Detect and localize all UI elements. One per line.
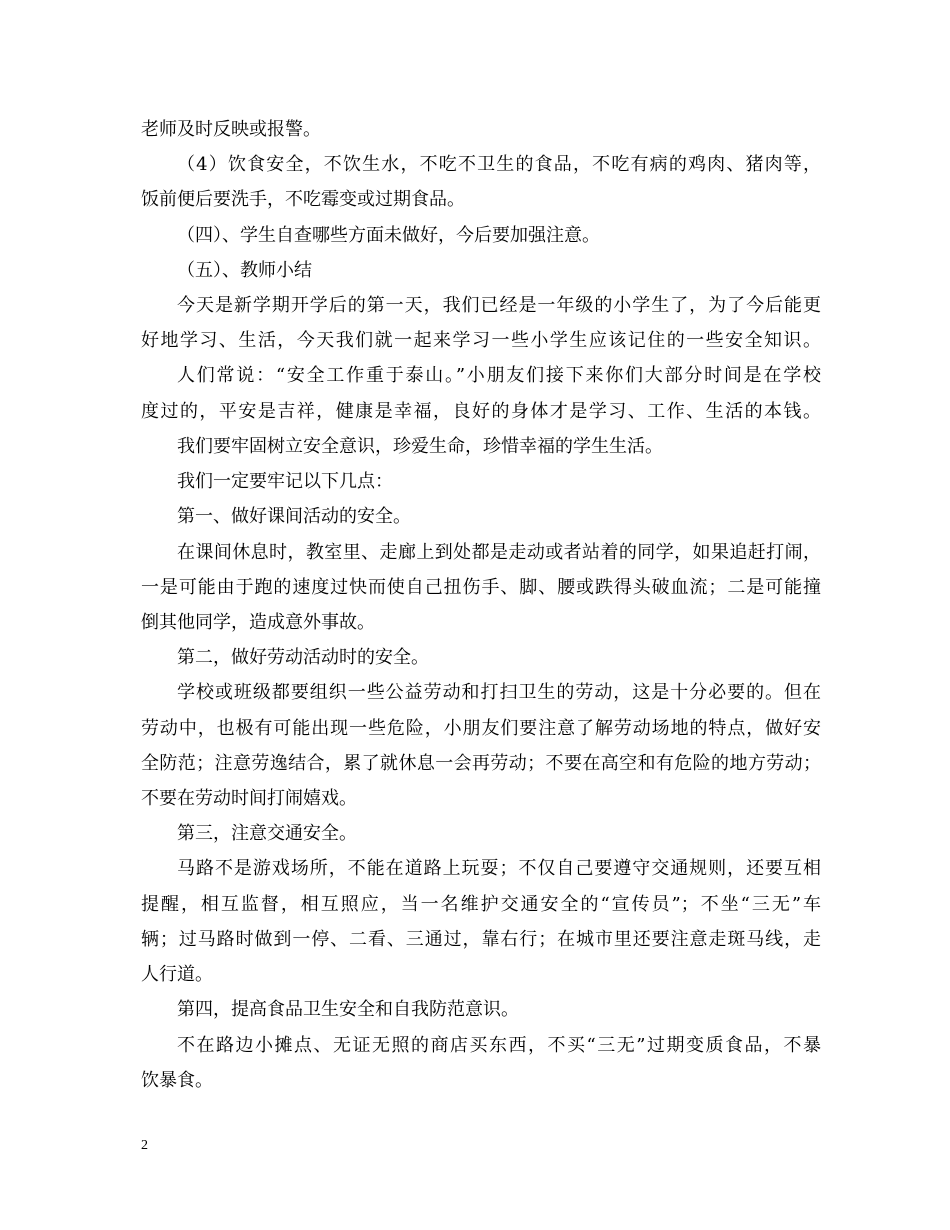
text-line: 辆；过马路时做到一停、二看、三通过，靠右行；在城市里还要注意走斑马线，走: [141, 929, 821, 950]
text-line: 饮暴食。: [141, 1070, 213, 1091]
text-line: 倒其他同学，造成意外事故。: [141, 612, 375, 633]
text-line: 马路不是游戏场所，不能在道路上玩耍；不仅自己要遵守交通规则，还要互相: [177, 858, 821, 879]
text-line: 一是可能由于跑的速度过快而使自己扭伤手、脚、腰或跌得头破血流；二是可能撞: [141, 577, 821, 598]
text-line: 在课间休息时，教室里、走廊上到处都是走动或者站着的同学，如果追赶打闹，: [177, 542, 821, 563]
text-line: 提醒，相互监督，相互照应，当一名维护交通安全的“宣传员”；不坐“三无”车: [141, 894, 821, 915]
text-line: 人行道。: [141, 964, 213, 985]
text-line: 老师及时反映或报警。: [141, 119, 321, 140]
text-line: 不要在劳动时间打闹嬉戏。: [141, 788, 357, 809]
text-line: 第二，做好劳动活动时的安全。: [177, 647, 429, 668]
text-line: 第三，注意交通安全。: [177, 823, 357, 844]
text-line: 第一、做好课间活动的安全。: [177, 506, 411, 527]
text-line: 学校或班级都要组织一些公益劳动和打扫卫生的劳动，这是十分必要的。但在: [177, 682, 821, 703]
text-line: 我们一定要牢记以下几点：: [177, 471, 393, 492]
text-line: 我们要牢固树立安全意识，珍爱生命，珍惜幸福的学生生活。: [177, 436, 663, 457]
text-line: 度过的，平安是吉祥，健康是幸福，良好的身体才是学习、工作、生活的本钱。: [141, 401, 821, 422]
page-number: 2: [141, 1138, 148, 1153]
text-line: 全防范；注意劳逸结合，累了就休息一会再劳动；不要在高空和有危险的地方劳动；: [141, 753, 821, 774]
text-line: （五）、教师小结: [177, 260, 312, 281]
text-line: 饭前便后要洗手，不吃霉变或过期食品。: [141, 189, 465, 210]
text-line: 今天是新学期开学后的第一天，我们已经是一年级的小学生了，为了今后能更: [177, 295, 821, 316]
text-line: 第四，提高食品卫生安全和自我防范意识。: [177, 999, 519, 1020]
text-line: 人们常说：“安全工作重于泰山。”小朋友们接下来你们大部分时间是在学校: [177, 365, 821, 386]
text-line: 不在路边小摊点、无证无照的商店买东西，不买“三无”过期变质食品，不暴: [177, 1035, 821, 1056]
text-line: （四）、学生自查哪些方面未做好，今后要加强注意。: [177, 225, 600, 246]
text-line: 好地学习、生活，今天我们就一起来学习一些小学生应该记住的一些安全知识。: [141, 330, 821, 351]
text-line: （4）饮食安全，不饮生水，不吃不卫生的食品，不吃有病的鸡肉、猪肉等，: [177, 154, 821, 175]
text-line: 劳动中，也极有可能出现一些危险，小朋友们要注意了解劳动场地的特点，做好安: [141, 718, 821, 739]
